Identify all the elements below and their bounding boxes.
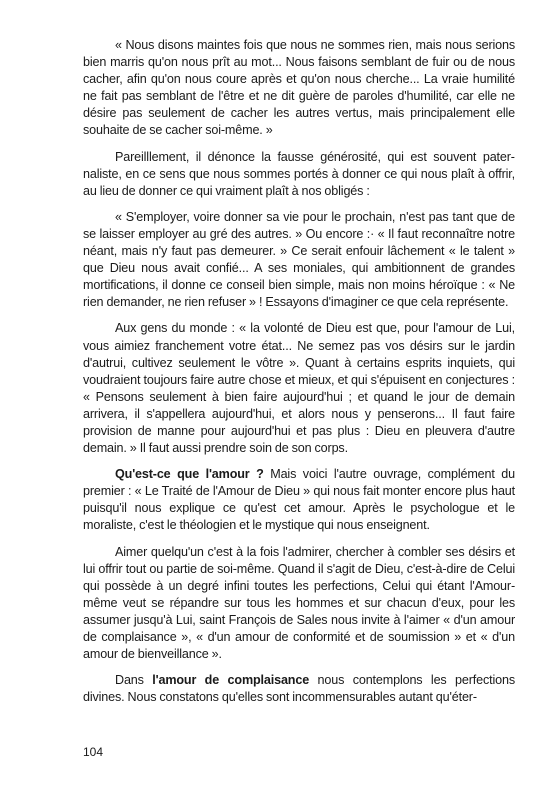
page-number: 104	[83, 745, 104, 759]
paragraph-love-of-complaisance	[83, 672, 515, 706]
paragraph-loving-someone	[83, 544, 515, 664]
paragraph-what-is-love	[83, 466, 515, 534]
paragraph-text: « Nous disons maintes fois que nous ne sommes rien, mais nous serions bien marris qu'on nous prît au mot... Nous faisons semblant de fuir ou de nous cacher, afin qu'on nous coure après et qu'on nous cherche... La vraie humilité ne fait pas semblant de l'être et ne dit guère de paroles d'humilité, car elle ne désire pas seulement de cacher les autres vertus, mais principalement elle souhaite de se cacher soi-même. »	[83, 38, 515, 138]
section-heading-what-is-love: Qu'est-ce que l'amour ?	[115, 467, 264, 482]
paragraph-text: Aimer quelqu'un c'est à la fois l'admirer, chercher à combler ses désirs et lui offrir tout ou partie de soi-même. Quand il s'agit de Dieu, c'est-à-dire de Celui qui possède à un degré infini toutes les perfections, Celui qui étant l'Amour-même veut se répandre sur tous les hommes et sur chacun d'eux, pour les assumer jusqu'à Lui, saint François de Sales nous invite à l'aimer « d'un amour de complaisance », « d'un amour de conformité et de soumission » et « d'un amour de bienveillance ».	[83, 544, 515, 662]
paragraph-prefix: Dans	[115, 673, 153, 688]
paragraph-text: Aux gens du monde : « la volonté de Dieu est que, pour l'amour de Lui, vous aimiez franchement votre état... Ne semez pas vos désirs sur le jardin d'autrui, cultivez seulement le vôtre ». Quant à certains esprits inquiets, qui voudraient toujours faire autre chose et mieux, et qui s'épuisent en conjectures : « Pensons seulement à bien faire aujourd'hui ; et quand le jour de demain arrivera, il s'appellera aujourd'hui, et alors nous y penserons... Il faut faire provision de manne pour aujourd'hui et pas plus : Dieu en pleuvera d'autre demain. » Il faut aussi prendre soin de son corps.	[83, 321, 515, 456]
paragraph-people-of-world	[83, 320, 515, 457]
paragraph-false-generosity	[83, 149, 515, 200]
paragraph-text: Pareilllement, il dénonce la fausse générosité, qui est souvent paternaliste, en ce sens que nous sommes portés à donner ce qui nous plaît à offrir, au lieu de donner ce qui vraiment plaît à nos obligés :	[83, 149, 515, 198]
paragraph-text: Mais voici l'autre ouvrage, complément du premier : « Le Traité de l'Amour de Dieu » qui nous fait monter encore plus haut puisqu'il nous explique ce qu'est cet amour. Après le psychologue et le moraliste, c'est le théologien et le mystique qui nous enseignent.	[83, 467, 515, 533]
term-love-of-complaisance: l'amour de complaisance	[152, 673, 310, 688]
body-text	[83, 37, 515, 715]
paragraph-humility-quote	[83, 37, 515, 140]
paragraph-text: « S'employer, voire donner sa vie pour le prochain, n'est pas tant que de se laisser employer au gré des autres. » Ou encore :· « Il faut reconnaître notre néant, mais n'y faut pas demeurer. » Ce serait enfouir lâchement « le talent » que Dieu nous avait confié... A ses moniales, qui ambitionnent de grandes mortifications, il donne ce conseil bien simple, mais non moins héroïque : « Ne rien demander, ne rien refuser » ! Essayons d'imaginer ce que cela représente.	[83, 209, 515, 310]
paragraph-text: nous contemplons les perfections divines. Nous constatons qu'elles sont incommensurables autant qu'éter-	[83, 673, 515, 705]
paragraph-serve-others	[83, 209, 515, 312]
